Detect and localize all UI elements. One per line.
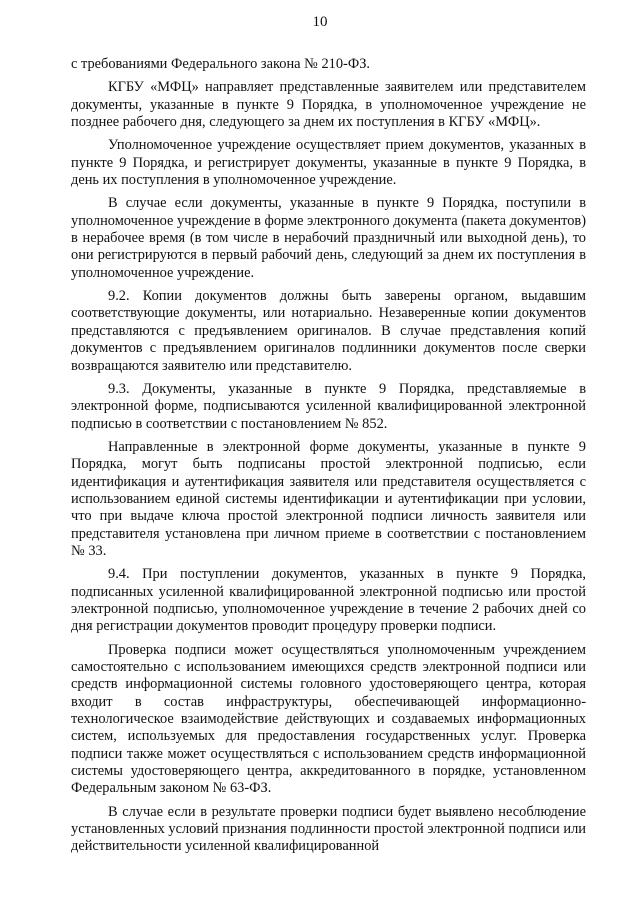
page-number: 10: [312, 14, 328, 30]
paragraph: КГБУ «МФЦ» направляет представленные заявителем или представителем документы, указанные в пункте 9 Порядка, в уполномоченное учреждение не позднее рабочего дня, следующего за днем их поступления в КГБУ «МФЦ».: [71, 79, 586, 131]
paragraph: 9.2. Копии документов должны быть заверены органом, выдавшим соответствующие документы, или нотариально. Незаверенные копии документов представляются с предъявлением оригиналов. В случае представления копий документов с предъявлением оригиналов подлинники документов после сверки возвращаются заявителю или представителю.: [71, 288, 586, 374]
paragraph: Проверка подписи может осуществляться уполномоченным учреждением самостоятельно с использованием имеющихся средств электронной подписи или средств информационной системы головного удостоверяющего центра, которая входит в состав инфраструктуры, обеспечивающей информационно-технологическое взаимодействие действующих и создаваемых информационных систем, используемых для предоставления государственных услуг. Проверка подписи также может осуществляться с использованием средств информационной системы удостоверяющего центра, аккредитованного в порядке, установленном Федеральным законом № 63-ФЗ.: [71, 641, 586, 797]
document-body: [71, 56, 586, 862]
paragraph: 9.4. При поступлении документов, указанных в пункте 9 Порядка, подписанных усиленной квалифицированной электронной подписью или простой электронной подписью, уполномоченное учреждение в течение 2 рабочих дней со дня регистрации документов проводит процедуру проверки подписи.: [71, 566, 586, 635]
paragraph: В случае если в результате проверки подписи будет выявлено несоблюдение установленных условий признания подлинности простой электронной подписи или действительности усиленной квалифицированной: [71, 803, 586, 855]
paragraph: Направленные в электронной форме документы, указанные в пункте 9 Порядка, могут быть подписаны простой электронной подписью, если идентификация и аутентификация заявителя или представителя осуществляется с использованием единой системы идентификации и аутентификации при условии, что при выдаче ключа простой электронной подписи личность заявителя или представителя установлена при личном приеме в соответствии с постановлением № 33.: [71, 438, 586, 559]
paragraph: Уполномоченное учреждение осуществляет прием документов, указанных в пункте 9 Порядка, и регистрирует документы, указанные в пункте 9 Порядка, в день их поступления в уполномоченное учреждение.: [71, 137, 586, 189]
paragraph: В случае если документы, указанные в пункте 9 Порядка, поступили в уполномоченное учреждение в форме электронного документа (пакета документов) в нерабочее время (в том числе в нерабочий праздничный или выходной день), то они регистрируются в первый рабочий день, следующий за днем их поступления в уполномоченное учреждение.: [71, 195, 586, 281]
paragraph: 9.3. Документы, указанные в пункте 9 Порядка, представляемые в электронной форме, подписываются усиленной квалифицированной электронной подписью в соответствии с постановлением № 852.: [71, 380, 586, 432]
paragraph: с требованиями Федерального закона № 210-ФЗ.: [71, 56, 371, 72]
